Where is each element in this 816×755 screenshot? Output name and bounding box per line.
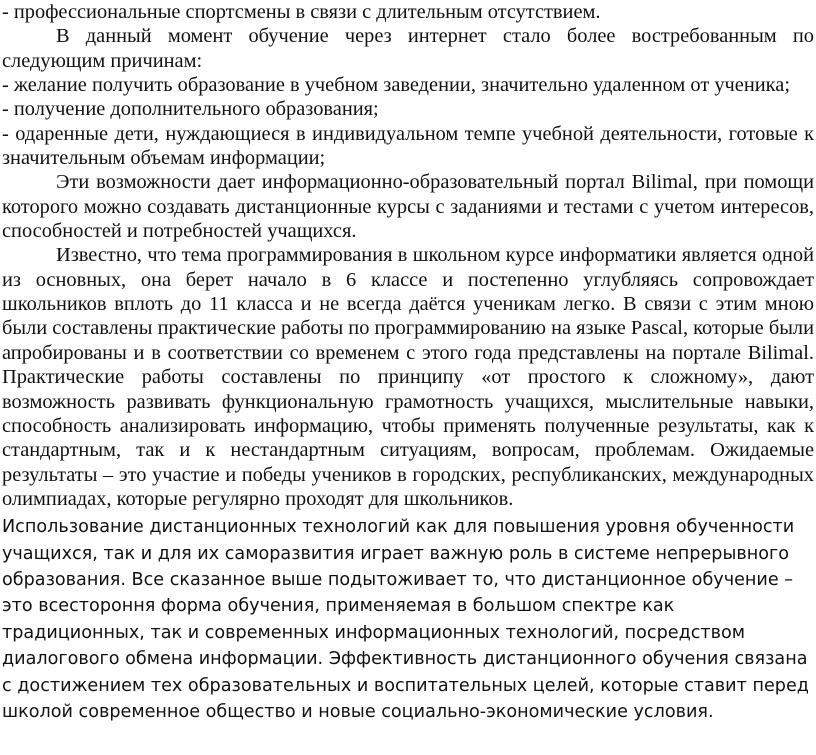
document-page [2, 0, 814, 725]
paragraph-bilimal-portal: Эти возможности дает информационно-образовательный портал Bilimal, при помощи которого можно создавать дистанционные курсы с заданиями и тестами с учетом интересов, способностей и потребностей учащихся. [2, 171, 814, 243]
bullet-athletes: - профессиональные спортсмены в связи с длительным отсутствием. [2, 1, 601, 23]
paragraph-programming-topic: Известно, что тема программирования в школьном курсе информатики является одной из основных, она берет начало в 6 классе и постепенно углубляясь сопровождает школьников вплоть до 11 класса и не всегда даётся ученикам легко. В связи с этим мною были составлены практические работы по программированию на языке Pascal, которые были апробированы и в соответствии со временем с этого года представлены на портале Bilimal. Практические работы составлены по принципу «от простого к сложному», дают возможность развивать функциональную грамотность учащихся, мыслительные навыки, способность анализировать информацию, чтобы применять полученные результаты, как к стандартным, так и к нестандартным ситуациям, вопросам, проблемам. Ожидаемые результаты – это участие и победы учеников в городских, республиканских, международных олимпиадах, которые регулярно проходят для школьников. [2, 244, 814, 510]
bullet-remote-education: - желание получить образование в учебном заведении, значительно удаленном от ученика; [2, 74, 790, 97]
bullet-additional-education: - получение дополнительного образования; [2, 98, 379, 121]
sans-text-block [2, 514, 814, 725]
serif-text-block [2, 0, 814, 511]
paragraph-online-learning-demand: В данный момент обучение через интернет стало более востребованным по следующим причинам: [2, 25, 814, 72]
paragraph-distance-technologies: Использование дистанционных технологий как для повышения уровня обученности учащихся, так и для их саморазвития играет важную роль в системе непрерывного образования. Все сказанное выше подытоживает то, что дистанционное обучение – это всестороння форма обучения, применяемая в большом спектре как традиционных, так и современных информационных технологий, посредством диалогового обмена информации. Эффективность дистанционного обучения связана с достижением тех образовательных и воспитательных целей, которые ставит перед школой современное общество и новые социально-экономические условия. [2, 517, 809, 723]
bullet-gifted-children: - одаренные дети, нуждающиеся в индивидуальном темпе учебной деятельности, готовые к значительным объемам информации; [2, 122, 814, 170]
